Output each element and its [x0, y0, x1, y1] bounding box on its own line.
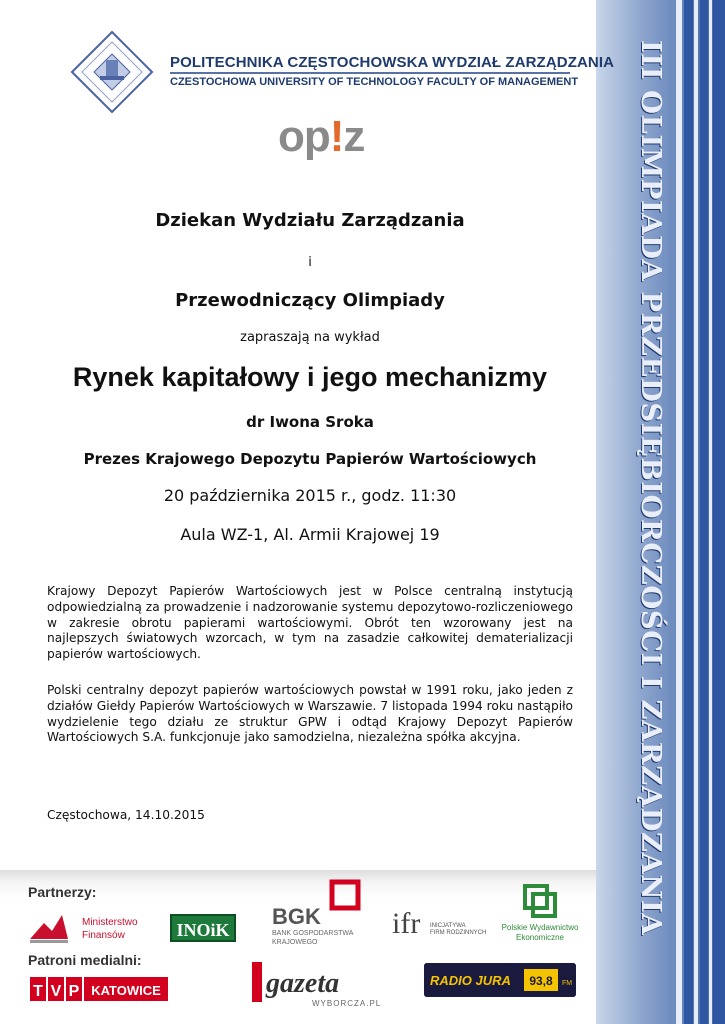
speaker-name: dr Iwona Sroka: [246, 413, 374, 431]
svg-text:V: V: [50, 983, 62, 1000]
opz-logo: op!z: [278, 112, 365, 161]
ifr-logo: [392, 903, 492, 943]
banner-stripe: [709, 0, 712, 1024]
svg-text:T: T: [33, 983, 43, 1000]
inviter-chair: Przewodniczący Olimpiady: [175, 290, 445, 311]
university-name-en: CZESTOCHOWA UNIVERSITY OF TECHNOLOGY FACULTY OF MANAGEMENT: [170, 76, 579, 88]
banner-stripe: [713, 0, 725, 1024]
university-name-pl: POLITECHNIKA CZĘSTOCHOWSKA WYDZIAŁ ZARZĄDZANIA: [170, 54, 615, 71]
lecture-place: Aula WZ-1, Al. Armii Krajowej 19: [180, 525, 440, 544]
faculty-crest-icon: [70, 30, 154, 114]
gazeta-wyborcza-logo: [252, 960, 382, 1012]
svg-text:BGK: BGK: [272, 904, 321, 929]
svg-text:93,8: 93,8: [529, 974, 553, 988]
olympiad-banner-title: III OLIMPIADA PRZEDSIĘBIORCZOŚCI I ZARZĄDZANIA: [635, 40, 667, 936]
ministerstwo-finansow-logo: [28, 905, 158, 945]
patrons-label: Patroni medialni:: [28, 952, 142, 968]
svg-text:P: P: [68, 983, 80, 1000]
paragraph-kdpw-history: Polski centralny depozyt papierów wartościowych powstał w 1991 roku, jako jeden z działów Giełdy Papierów Wartościowych w Warszawie. 7 listopada 1994 roku nastąpiło wydzielenie tego działu ze struktur GPW i odtąd Krajowy Depozyt Papierów Wartościowych S.A. funkcjonuje jako samodzielna, niezależna spółka akcyjna.: [47, 683, 573, 745]
svg-text:ifr: ifr: [392, 907, 421, 940]
inviter-dean: Dziekan Wydziału Zarządzania: [155, 210, 465, 231]
svg-text:Finansów: Finansów: [82, 930, 125, 941]
invite-phrase: zapraszają na wykład: [240, 330, 380, 345]
partners-label: Partnerzy:: [28, 884, 97, 900]
svg-text:gazeta: gazeta: [266, 968, 340, 999]
speaker-role: Prezes Krajowego Depozytu Papierów Wartościowych: [83, 450, 537, 468]
tvp-katowice-logo: [30, 975, 170, 1003]
bgk-logo: [264, 880, 364, 948]
place-date: Częstochowa, 14.10.2015: [47, 808, 205, 822]
inoik-logo: INOiK: [170, 914, 236, 942]
banner-stripe: [676, 0, 682, 1024]
lecture-title: Rynek kapitałowy i jego mechanizmy: [72, 362, 548, 392]
svg-text:KATOWICE: KATOWICE: [91, 983, 161, 998]
paragraph-kdpw-role: Krajowy Depozyt Papierów Wartościowych jest w Polsce centralną instytucją odpowiedzialną za prowadzenie i nadzorowanie systemu depozytowo-rozliczeniowego w zakresie obrotu papierami wartościowymi. Obrót ten wzorowany jest na najlepszych światowych wzorcach, w tym na zasadzie całkowitej dematerializacji papierów wartościowych.: [47, 584, 573, 662]
svg-text:FM: FM: [562, 980, 573, 987]
banner-stripe: [700, 0, 708, 1024]
svg-text:KRAJOWEGO: KRAJOWEGO: [272, 939, 318, 946]
svg-text:RADIO JURA: RADIO JURA: [430, 973, 511, 988]
svg-text:Ekonomiczne: Ekonomiczne: [515, 933, 565, 942]
svg-text:Polskie Wydawnictwo: Polskie Wydawnictwo: [501, 923, 579, 932]
header-divider: [170, 72, 570, 74]
banner-stripe: [694, 0, 698, 1024]
lecture-date: 20 października 2015 r., godz. 11:30: [163, 486, 457, 505]
inviter-conjunction: i: [308, 255, 312, 270]
svg-text:Ministerstwo: Ministerstwo: [82, 917, 138, 928]
svg-text:BANK GOSPODARSTWA: BANK GOSPODARSTWA: [272, 930, 354, 937]
pwe-logo: [495, 884, 585, 944]
svg-text:INICJATYWA: INICJATYWA: [430, 923, 466, 929]
banner-stripe: [684, 0, 693, 1024]
svg-text:FIRM RODZINNYCH: FIRM RODZINNYCH: [430, 930, 487, 936]
svg-text:WYBORCZA.PL: WYBORCZA.PL: [312, 999, 382, 1008]
radio-jura-logo: [424, 963, 576, 997]
